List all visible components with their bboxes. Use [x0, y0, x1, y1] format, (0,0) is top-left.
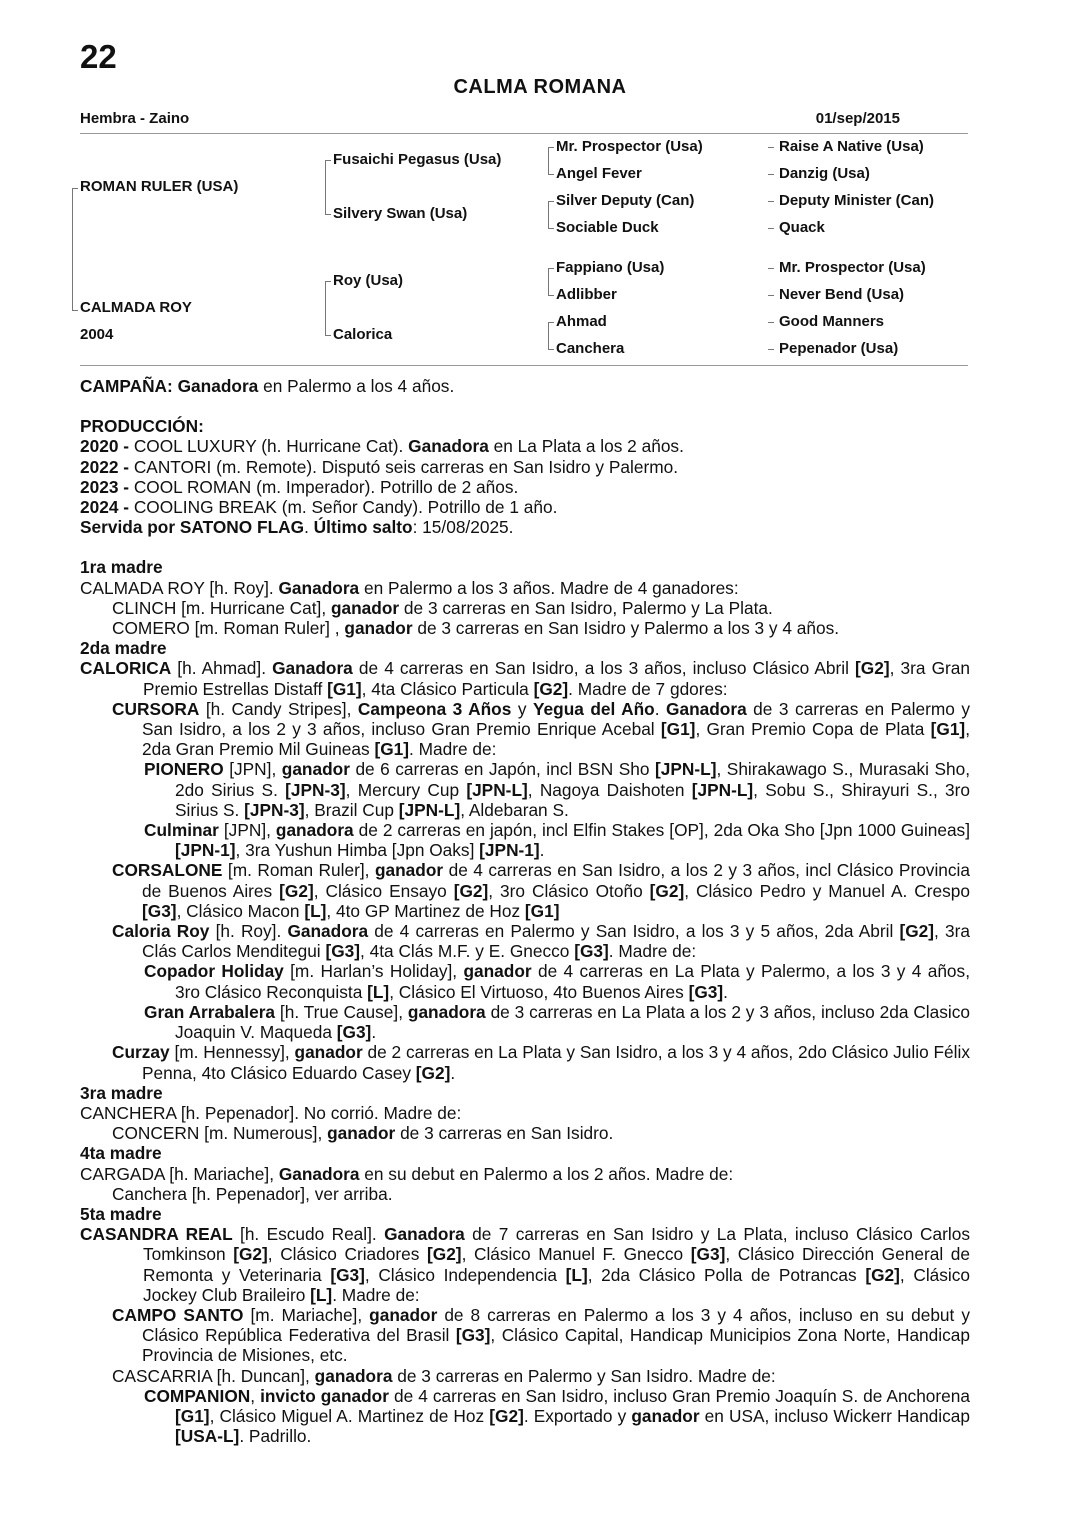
family-entry: CONCERN [m. Numerous], ganador de 3 carreras en San Isidro. — [112, 1123, 614, 1144]
gen2-name-3: Roy (Usa) — [333, 272, 404, 289]
gen4-name-1: Raise A Native (Usa) — [779, 138, 924, 155]
family-entry: CASANDRA REAL [h. Escudo Real]. Ganadora de 7 carreras en San Isidro y La Plata, incluso Clásico Carlos Tomkinson [G2], Clásico Criadores [G2], Clásico Manuel F. Gnecco [G3], Clásico Dirección General de Remonta y Veterinaria [G3], Clásico Independencia [L], 2da Clásico Polla de Potrancas [G2], Clásico Jockey Club Braileiro [L]. Madre de: — [80, 1224, 971, 1305]
dam-year: 2004 — [80, 326, 114, 343]
gen2-tick — [325, 335, 331, 336]
family-entry: Culminar [JPN], ganadora de 2 carreras en japón, incl Elfin Stakes [OP], 2da Oka Sho [Jpn 1000 Guineas] [JPN-1], 3ra Yushun Himba [Jpn Oaks] [JPN-1]. — [144, 820, 970, 861]
campana-line — [80, 376, 970, 396]
gen3-name-6: Adlibber — [556, 286, 617, 303]
gen3-name-1: Mr. Prospector (Usa) — [556, 138, 703, 155]
gen2-name-4: Calorica — [333, 326, 393, 343]
gen4-dash — [768, 228, 774, 229]
spacer — [80, 537, 970, 557]
spacer — [80, 396, 970, 416]
family-entry: Canchera [h. Pepenador], ver arriba. — [112, 1183, 393, 1204]
gen3-tick — [548, 201, 554, 202]
produccion-text: COOL ROMAN (m. Imperador). Potrillo de 2 años. — [129, 476, 519, 497]
gen3-tick — [548, 268, 554, 269]
produccion-text: COOL LUXURY (h. Hurricane Cat). — [129, 436, 409, 457]
gen4-dash — [768, 322, 774, 323]
family-heading: 5ta madre — [80, 1203, 162, 1224]
servida-stallion: SATONO FLAG — [179, 517, 305, 538]
family-entry: CALORICA [h. Ahmad]. Ganadora de 4 carreras en San Isidro, a los 3 años, incluso Clásico Abril [G2], 3ra Gran Premio Estrellas Distaff [G1], 4ta Clásico Particula [G2]. Madre de 7 gdores: — [80, 658, 970, 699]
family-entry: PIONERO [JPN], ganador de 6 carreras en Japón, incl BSN Sho [JPN-L], Shirakawago S., Murasaki Sho, 2do Sirius S. [JPN-3], Mercury Cup [JPN-L], Nagoya Daishoten [JPN-L], Sobu S., Shirayuri S., 3ro Sirius S. [JPN-3], Brazil Cup [JPN-L], Aldebaran S. — [144, 759, 970, 820]
gen3-name-2: Angel Fever — [556, 165, 642, 182]
gen2-tick — [325, 160, 331, 161]
produccion-item — [80, 497, 970, 517]
produccion-text: COOLING BREAK (m. Señor Candy). Potrillo de 1 año. — [129, 497, 558, 518]
servida-label: Servida por — [80, 517, 180, 538]
family-entry: COMPANION, invicto ganador de 4 carreras en San Isidro, incluso Gran Premio Joaquín S. de Anchorena [G1], Clásico Miguel A. Martinez de Hoz [G2]. Exportado y ganador en USA, incluso Wickerr Handicap [USA-L]. Padrillo. — [144, 1385, 971, 1447]
gen3-tick — [548, 295, 554, 296]
produccion-text: CANTORI (m. Remote). Disputó seis carreras en San Isidro y Palermo. — [129, 456, 679, 477]
gen4-name-2: Danzig (Usa) — [779, 165, 870, 182]
gen3-tick — [548, 147, 554, 148]
gen4-dash — [768, 147, 774, 148]
produccion-year: 2022 - — [80, 456, 130, 477]
family-section — [80, 557, 970, 1446]
gen3-tick — [548, 322, 554, 323]
servida-line — [80, 517, 970, 537]
gen4-dash — [768, 349, 774, 350]
ultimo-salto-date: : 15/08/2025. — [412, 517, 514, 538]
gen3-tick — [548, 174, 554, 175]
gen3-tick — [548, 228, 554, 229]
gen1-tick-bottom — [72, 310, 78, 311]
top-rule — [80, 133, 968, 134]
family-entry: CLINCH [m. Hurricane Cat], ganador de 3 carreras en San Isidro, Palermo y La Plata. — [112, 597, 773, 618]
family-entry: Gran Arrabalera [h. True Cause], ganadora de 3 carreras en La Plata a los 2 y 3 años, incluso 2da Clasico Joaquin V. Maqueda [G3]. — [144, 1001, 970, 1043]
bottom-rule — [80, 365, 968, 366]
campana-label: CAMPAÑA: — [80, 376, 173, 396]
servida-sep: . — [304, 517, 314, 538]
family-entry: CASCARRIA [h. Duncan], ganadora de 3 carreras en Palermo y San Isidro. Madre de: — [112, 1365, 776, 1386]
family-heading: 2da madre — [80, 638, 167, 659]
gen4-name-3: Deputy Minister (Can) — [779, 192, 935, 209]
gen3-name-5: Fappiano (Usa) — [556, 259, 665, 276]
gen4-name-4: Quack — [779, 219, 825, 236]
gen3-name-3: Silver Deputy (Can) — [556, 192, 695, 209]
gen4-name-5: Mr. Prospector (Usa) — [779, 259, 926, 276]
family-heading: 1ra madre — [80, 557, 163, 578]
gen4-dash — [768, 295, 774, 296]
produccion-year: 2023 - — [80, 476, 130, 497]
gen2-name-2: Silvery Swan (Usa) — [333, 205, 468, 222]
family-heading: 3ra madre — [80, 1082, 163, 1103]
family-entry: Curzay [m. Hennessy], ganador de 2 carreras en La Plata y San Isidro, a los 3 y 4 años, 2do Clásico Julio Félix Penna, 4to Clásico Eduardo Casey [G2]. — [112, 1042, 970, 1083]
produccion-text: en La Plata a los 2 años. — [488, 436, 684, 457]
gen3-name-8: Canchera — [556, 340, 625, 357]
produccion-item — [80, 436, 970, 456]
horse-info — [80, 110, 968, 127]
horse-name: CALMA ROMANA — [453, 76, 627, 98]
gen2-line-b — [325, 281, 326, 335]
gen2-tick — [325, 281, 331, 282]
gen4-dash — [768, 201, 774, 202]
campana-detail: en Palermo a los 4 años. — [258, 376, 455, 396]
birth-date: 01/sep/2015 — [815, 110, 900, 127]
produccion-bold: Ganadora — [408, 436, 489, 457]
campana-result: Ganadora — [177, 376, 259, 396]
gen4-name-7: Good Manners — [779, 313, 885, 330]
family-heading: 4ta madre — [80, 1143, 162, 1164]
gen4-dash — [768, 174, 774, 175]
gen3-name-7: Ahmad — [556, 313, 607, 330]
sex-color: Hembra - Zaino — [80, 110, 190, 127]
page-number: 22 — [80, 38, 117, 75]
gen4-dash — [768, 268, 774, 269]
gen3-line — [548, 147, 549, 174]
family-entry: COMERO [m. Roman Ruler] , ganador de 3 carreras en San Isidro y Palermo a los 3 y 4 años. — [112, 618, 840, 639]
gen3-line — [548, 201, 549, 228]
family-entry: Caloria Roy [h. Roy]. Ganadora de 4 carreras en Palermo y San Isidro, a los 3 y 5 años, 2da Abril [G2], 3ra Clás Carlos Menditegui [G3], 4ta Clás M.F. y E. Gnecco [G3]. Madre de: — [112, 921, 970, 962]
gen2-tick — [325, 214, 331, 215]
produccion-heading: PRODUCCIÓN: — [80, 416, 204, 437]
dam-name: CALMADA ROY — [80, 299, 192, 316]
family-entry: CORSALONE [m. Roman Ruler], ganador de 4 carreras en San Isidro, a los 2 y 3 años, incl Clásico Provincia de Buenos Aires [G2], Clásico Ensayo [G2], 3ro Clásico Otoño [G2], Clásico Pedro y Manuel A. Crespo [G3], Clásico Macon [L], 4to GP Martinez de Hoz [G1] — [112, 860, 970, 921]
produccion-year: 2024 - — [80, 497, 130, 518]
produccion-item — [80, 457, 970, 477]
produccion-year: 2020 - — [80, 436, 130, 457]
family-entry: CALMADA ROY [h. Roy]. Ganadora en Palermo a los 3 años. Madre de 4 ganadores: — [80, 577, 739, 598]
gen2-name-1: Fusaichi Pegasus (Usa) — [333, 151, 502, 168]
produccion-item — [80, 477, 970, 497]
gen3-tick — [548, 349, 554, 350]
gen1-line — [72, 188, 73, 310]
gen3-name-4: Sociable Duck — [556, 219, 659, 236]
gen3-line — [548, 268, 549, 295]
family-entry: CURSORA [h. Candy Stripes], Campeona 3 Años y Yegua del Año. Ganadora de 3 carreras en Palermo y San Isidro, a los 2 y 3 años, incluso Gran Premio Enrique Acebal [G1], Gran Premio Copa de Plata [G1], 2da Gran Premio Mil Guineas [G1]. Madre de: — [112, 698, 971, 760]
catalog-body — [80, 376, 970, 1446]
gen1-tick-top — [72, 188, 78, 189]
gen4-name-8: Pepenador (Usa) — [779, 340, 899, 357]
family-entry: CARGADA [h. Mariache], Ganadora en su debut en Palermo a los 2 años. Madre de: — [80, 1163, 734, 1184]
family-entry: Copador Holiday [m. Harlan’s Holiday], ganador de 4 carreras en La Plata y Palermo, a los 3 y 4 años, 3ro Clásico Reconquista [L], Clásico El Virtuoso, 4to Buenos Aires [G3]. — [144, 961, 970, 1002]
family-entry: CAMPO SANTO [m. Mariache], ganador de 8 carreras en Palermo a los 3 y 4 años, incluso en su debut y Clásico República Federativa del Brasil [G3], Clásico Capital, Handicap Municipios Zona Norte, Handicap Provincia de Misiones, etc. — [112, 1304, 970, 1366]
gen4-name-6: Never Bend (Usa) — [779, 286, 905, 303]
ultimo-salto-label: Último salto — [313, 517, 413, 538]
sire-name: ROMAN RULER (USA) — [80, 178, 239, 195]
family-entry: CANCHERA [h. Pepenador]. No corrió. Madre de: — [80, 1102, 462, 1123]
gen2-line-a — [325, 160, 326, 214]
gen3-line — [548, 322, 549, 349]
